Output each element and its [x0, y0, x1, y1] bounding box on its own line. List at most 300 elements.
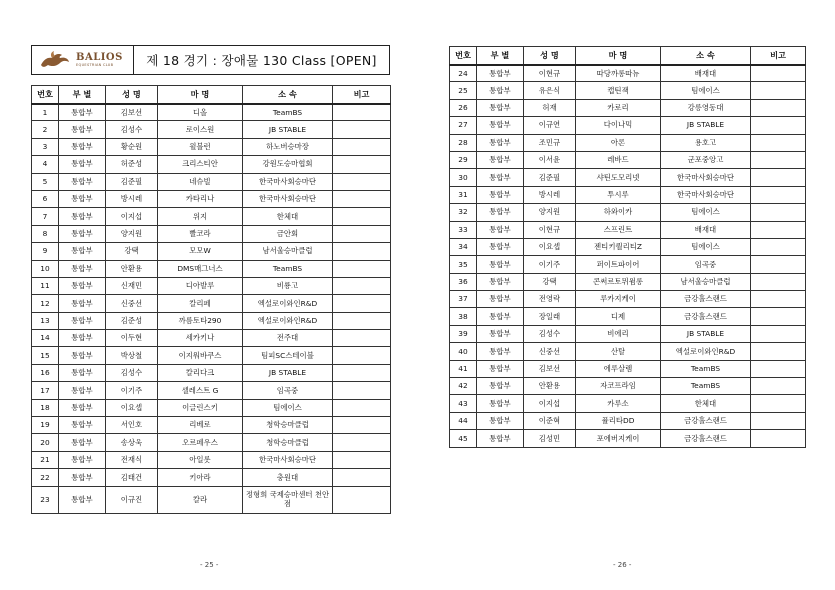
horse-name: 이지워바쿠스 — [158, 347, 243, 364]
table-row — [450, 151, 806, 168]
entry-number: 28 — [450, 134, 477, 151]
club-name: 한국마사회승마단 — [243, 190, 333, 207]
note — [751, 186, 806, 203]
note — [751, 291, 806, 308]
table-row — [450, 134, 806, 151]
entry-number: 3 — [32, 138, 59, 155]
club-name: TeamBS — [661, 378, 751, 395]
horse-name: 퍼이트파이어 — [576, 256, 661, 273]
division: 통합부 — [477, 99, 524, 116]
division: 통합부 — [59, 469, 106, 486]
rider-name: 양지원 — [106, 225, 158, 242]
horse-name: 디올 — [158, 104, 243, 121]
logo-subtitle: EQUESTRIAN CLUB — [76, 62, 114, 67]
horse-name: 따당까롱따뉴 — [576, 65, 661, 82]
entry-number: 30 — [450, 169, 477, 186]
table-row — [32, 190, 391, 207]
horse-name: 산탈 — [576, 343, 661, 360]
horse-name: 하와이카 — [576, 204, 661, 221]
entry-number: 37 — [450, 291, 477, 308]
note — [333, 225, 391, 242]
rider-name: 김성수 — [524, 325, 576, 342]
entry-number: 20 — [32, 434, 59, 451]
horse-name: 캡틴잭 — [576, 82, 661, 99]
entry-number: 23 — [32, 486, 59, 513]
division: 통합부 — [59, 451, 106, 468]
horse-logo-icon — [38, 50, 72, 70]
division: 통합부 — [477, 273, 524, 290]
note — [333, 364, 391, 381]
rider-name: 이지섭 — [106, 208, 158, 225]
club-name: 전주대 — [243, 330, 333, 347]
table-row — [32, 486, 391, 513]
division: 통합부 — [477, 291, 524, 308]
table-row — [32, 104, 391, 121]
note — [751, 308, 806, 325]
club-name: 팀에이스 — [243, 399, 333, 416]
division: 통합부 — [477, 430, 524, 447]
entry-number: 11 — [32, 277, 59, 294]
entry-number: 19 — [32, 417, 59, 434]
entry-number: 31 — [450, 186, 477, 203]
rider-name: 이준혁 — [524, 412, 576, 429]
rider-name: 김보선 — [524, 360, 576, 377]
column-header: 부 별 — [59, 86, 106, 104]
horse-name: 루카지케이 — [576, 291, 661, 308]
left-page — [0, 0, 417, 590]
note — [751, 117, 806, 134]
table-row — [450, 256, 806, 273]
entry-number: 25 — [450, 82, 477, 99]
rider-name: 장일래 — [524, 308, 576, 325]
rider-name: 송상욱 — [106, 434, 158, 451]
horse-name: 빨코라 — [158, 225, 243, 242]
table-row — [450, 325, 806, 342]
rider-name: 신재민 — [106, 277, 158, 294]
rider-name: 이현규 — [524, 221, 576, 238]
division: 통합부 — [477, 378, 524, 395]
note — [751, 238, 806, 255]
division: 통합부 — [59, 260, 106, 277]
column-header: 성 명 — [524, 47, 576, 65]
note — [333, 382, 391, 399]
entry-number: 14 — [32, 330, 59, 347]
club-name: 팀에이스 — [661, 204, 751, 221]
table-row — [450, 430, 806, 447]
rider-name: 이규연 — [524, 117, 576, 134]
rider-name: 황순원 — [106, 138, 158, 155]
club-name: 강원도승마협회 — [243, 156, 333, 173]
rider-name: 이현규 — [524, 65, 576, 82]
club-name: 팀에이스 — [661, 82, 751, 99]
entry-number: 7 — [32, 208, 59, 225]
division: 통합부 — [59, 104, 106, 121]
note — [751, 169, 806, 186]
logo-brand: BALIOS — [76, 51, 123, 63]
division: 통합부 — [477, 117, 524, 134]
table-row — [32, 156, 391, 173]
club-name: 한국마사회승마단 — [243, 173, 333, 190]
club-name: JB STABLE — [661, 117, 751, 134]
rider-name: 이기주 — [524, 256, 576, 273]
table-row — [450, 273, 806, 290]
rider-name: 신중선 — [106, 295, 158, 312]
rider-name: 이요셉 — [524, 238, 576, 255]
club-name: 군포중앙고 — [661, 151, 751, 168]
table-row — [450, 221, 806, 238]
note — [751, 256, 806, 273]
column-header: 비고 — [751, 47, 806, 65]
note — [751, 134, 806, 151]
note — [333, 330, 391, 347]
note — [333, 104, 391, 121]
division: 통합부 — [59, 225, 106, 242]
note — [333, 138, 391, 155]
horse-name: 샤틴도모리넷 — [576, 169, 661, 186]
division: 통합부 — [59, 138, 106, 155]
note — [333, 434, 391, 451]
division: 통합부 — [59, 208, 106, 225]
division: 통합부 — [59, 243, 106, 260]
entry-number: 45 — [450, 430, 477, 447]
club-name: 금안회 — [243, 225, 333, 242]
note — [333, 156, 391, 173]
column-header: 비고 — [333, 86, 391, 104]
entry-number: 4 — [32, 156, 59, 173]
entry-number: 12 — [32, 295, 59, 312]
club-logo — [32, 46, 134, 74]
note — [333, 469, 391, 486]
club-name: 정형희 국제승마센터 천안점 — [243, 486, 333, 513]
note — [751, 204, 806, 221]
entry-number: 24 — [450, 65, 477, 82]
club-name: 배재대 — [661, 65, 751, 82]
entry-number: 21 — [32, 451, 59, 468]
horse-name: 로이스원 — [158, 121, 243, 138]
horse-name: 아일롯 — [158, 451, 243, 468]
note — [333, 243, 391, 260]
table-row — [450, 238, 806, 255]
note — [333, 208, 391, 225]
entry-number: 43 — [450, 395, 477, 412]
entry-number: 13 — [32, 312, 59, 329]
division: 통합부 — [59, 330, 106, 347]
note — [751, 430, 806, 447]
entry-number: 22 — [32, 469, 59, 486]
horse-name: 디제 — [576, 308, 661, 325]
horse-name: 크리스티안 — [158, 156, 243, 173]
table-row — [32, 399, 391, 416]
horse-name: DMS매그너스 — [158, 260, 243, 277]
table-row — [450, 360, 806, 377]
club-name: JB STABLE — [661, 325, 751, 342]
division: 통합부 — [59, 121, 106, 138]
column-header: 번호 — [32, 86, 59, 104]
entry-number: 26 — [450, 99, 477, 116]
table-row — [450, 412, 806, 429]
division: 통합부 — [59, 156, 106, 173]
table-row — [450, 99, 806, 116]
table-row — [32, 312, 391, 329]
entry-number: 17 — [32, 382, 59, 399]
club-name: 비룡고 — [243, 277, 333, 294]
note — [333, 277, 391, 294]
table-row — [450, 65, 806, 82]
note — [751, 273, 806, 290]
note — [751, 412, 806, 429]
entry-number: 35 — [450, 256, 477, 273]
column-header: 번호 — [450, 47, 477, 65]
note — [751, 82, 806, 99]
note — [751, 221, 806, 238]
rider-name: 박상철 — [106, 347, 158, 364]
table-row — [32, 469, 391, 486]
column-header: 소 속 — [661, 47, 751, 65]
entry-number: 42 — [450, 378, 477, 395]
table-row — [32, 277, 391, 294]
entry-table-left — [31, 85, 391, 514]
club-name: 임곡중 — [243, 382, 333, 399]
note — [333, 260, 391, 277]
club-name: 배재대 — [661, 221, 751, 238]
club-name: 금강홀스랜드 — [661, 430, 751, 447]
entry-number: 34 — [450, 238, 477, 255]
table-row — [32, 225, 391, 242]
table-row — [32, 243, 391, 260]
rider-name: 전영락 — [524, 291, 576, 308]
rider-name: 김준필 — [524, 169, 576, 186]
entry-number: 1 — [32, 104, 59, 121]
table-row — [32, 208, 391, 225]
horse-name: 콘써르토뮈윔롱 — [576, 273, 661, 290]
division: 통합부 — [477, 134, 524, 151]
entry-number: 5 — [32, 173, 59, 190]
club-name: TeamBS — [661, 360, 751, 377]
horse-name: 키아라 — [158, 469, 243, 486]
entry-number: 36 — [450, 273, 477, 290]
table-row — [32, 121, 391, 138]
horse-name: 셀레스트 G — [158, 382, 243, 399]
table-row — [32, 434, 391, 451]
column-header: 성 명 — [106, 86, 158, 104]
column-header: 마 명 — [576, 47, 661, 65]
club-name: 강릉영동대 — [661, 99, 751, 116]
entry-number: 9 — [32, 243, 59, 260]
horse-name: 까름토타290 — [158, 312, 243, 329]
horse-name: 카로리 — [576, 99, 661, 116]
note — [333, 121, 391, 138]
note — [751, 325, 806, 342]
note — [333, 486, 391, 513]
entry-number: 40 — [450, 343, 477, 360]
table-row — [32, 382, 391, 399]
note — [751, 378, 806, 395]
table-row — [450, 395, 806, 412]
table-row — [450, 82, 806, 99]
note — [333, 312, 391, 329]
club-name: 팀피SC스테이블 — [243, 347, 333, 364]
division: 통합부 — [59, 486, 106, 513]
rider-name: 방시레 — [524, 186, 576, 203]
entry-number: 39 — [450, 325, 477, 342]
note — [751, 343, 806, 360]
horse-name: 세카키나 — [158, 330, 243, 347]
rider-name: 신중선 — [524, 343, 576, 360]
division: 통합부 — [477, 412, 524, 429]
club-name: 팀에이스 — [661, 238, 751, 255]
rider-name: 강택 — [106, 243, 158, 260]
horse-name: 레바드 — [576, 151, 661, 168]
table-row — [450, 343, 806, 360]
table-row — [32, 138, 391, 155]
club-name: 청학승마클럽 — [243, 417, 333, 434]
club-name: 한국마사회승마단 — [243, 451, 333, 468]
horse-name: 포에버지케이 — [576, 430, 661, 447]
horse-name: 투시루 — [576, 186, 661, 203]
club-name: 금강홀스랜드 — [661, 291, 751, 308]
rider-name: 전재식 — [106, 451, 158, 468]
page-number-left: - 25 - — [200, 561, 219, 569]
table-row — [32, 173, 391, 190]
rider-name: 방시레 — [106, 190, 158, 207]
note — [333, 399, 391, 416]
club-name: 용호고 — [661, 134, 751, 151]
note — [333, 190, 391, 207]
horse-name: 카타리나 — [158, 190, 243, 207]
division: 통합부 — [477, 82, 524, 99]
club-name: 남서울승마클럽 — [243, 243, 333, 260]
rider-name: 김성수 — [106, 364, 158, 381]
division: 통합부 — [59, 399, 106, 416]
rider-name: 김보선 — [106, 104, 158, 121]
rider-name: 이요셉 — [106, 399, 158, 416]
entry-number: 27 — [450, 117, 477, 134]
table-row — [32, 451, 391, 468]
entry-number: 10 — [32, 260, 59, 277]
entry-table-right — [449, 46, 806, 448]
horse-name: 퓰리타DD — [576, 412, 661, 429]
page-number-right: - 26 - — [613, 561, 632, 569]
note — [333, 295, 391, 312]
note — [333, 347, 391, 364]
horse-name: 카루소 — [576, 395, 661, 412]
horse-name: 칼리페 — [158, 295, 243, 312]
rider-name: 허재 — [524, 99, 576, 116]
division: 통합부 — [477, 360, 524, 377]
horse-name: 디아발루 — [158, 277, 243, 294]
club-name: 금강홀스랜드 — [661, 308, 751, 325]
event-header — [31, 45, 390, 75]
horse-name: 리베로 — [158, 417, 243, 434]
rider-name: 김태건 — [106, 469, 158, 486]
table-row — [450, 204, 806, 221]
entry-number: 6 — [32, 190, 59, 207]
horse-name: 젠티키퀄리티Z — [576, 238, 661, 255]
table-row — [450, 378, 806, 395]
table-row — [450, 291, 806, 308]
division: 통합부 — [59, 277, 106, 294]
entry-number: 32 — [450, 204, 477, 221]
table-row — [450, 186, 806, 203]
club-name: JB STABLE — [243, 364, 333, 381]
note — [751, 65, 806, 82]
rider-name: 이기주 — [106, 382, 158, 399]
table-row — [32, 260, 391, 277]
note — [333, 417, 391, 434]
entry-number: 38 — [450, 308, 477, 325]
note — [751, 360, 806, 377]
division: 통합부 — [59, 190, 106, 207]
horse-name: 네슈빌 — [158, 173, 243, 190]
column-header: 마 명 — [158, 86, 243, 104]
club-name: 엑설로이와인R&D — [243, 312, 333, 329]
division: 통합부 — [59, 364, 106, 381]
club-name: 임곡중 — [661, 256, 751, 273]
division: 통합부 — [477, 308, 524, 325]
entry-number: 2 — [32, 121, 59, 138]
horse-name: 오르페우스 — [158, 434, 243, 451]
rider-name: 서인호 — [106, 417, 158, 434]
horse-name: 다이나믹 — [576, 117, 661, 134]
club-name: JB STABLE — [243, 121, 333, 138]
division: 통합부 — [477, 221, 524, 238]
club-name: TeamBS — [243, 104, 333, 121]
club-name: 한체대 — [661, 395, 751, 412]
horse-name: 윌블런 — [158, 138, 243, 155]
horse-name: 에루살렘 — [576, 360, 661, 377]
table-row — [32, 364, 391, 381]
rider-name: 이서윤 — [524, 151, 576, 168]
rider-name: 양지원 — [524, 204, 576, 221]
entry-number: 33 — [450, 221, 477, 238]
club-name: 하노버승마장 — [243, 138, 333, 155]
division: 통합부 — [477, 238, 524, 255]
club-name: 엑설로이와인R&D — [243, 295, 333, 312]
rider-name: 허준성 — [106, 156, 158, 173]
division: 통합부 — [59, 434, 106, 451]
club-name: 남서울승마클럽 — [661, 273, 751, 290]
division: 통합부 — [477, 204, 524, 221]
rider-name: 이지섭 — [524, 395, 576, 412]
division: 통합부 — [59, 295, 106, 312]
rider-name: 안환용 — [524, 378, 576, 395]
column-header: 소 속 — [243, 86, 333, 104]
rider-name: 안환용 — [106, 260, 158, 277]
rider-name: 김준필 — [106, 173, 158, 190]
note — [333, 451, 391, 468]
rider-name: 김성민 — [524, 430, 576, 447]
division: 통합부 — [477, 343, 524, 360]
entry-number: 41 — [450, 360, 477, 377]
horse-name: 비에리 — [576, 325, 661, 342]
table-row — [32, 347, 391, 364]
horse-name: 칼라 — [158, 486, 243, 513]
horse-name: 모모W — [158, 243, 243, 260]
horse-name: 스프린트 — [576, 221, 661, 238]
club-name: TeamBS — [243, 260, 333, 277]
rider-name: 유은식 — [524, 82, 576, 99]
note — [333, 173, 391, 190]
rider-name: 김성수 — [106, 121, 158, 138]
entry-number: 8 — [32, 225, 59, 242]
horse-name: 이글린스키 — [158, 399, 243, 416]
note — [751, 151, 806, 168]
division: 통합부 — [477, 65, 524, 82]
division: 통합부 — [59, 417, 106, 434]
entry-number: 29 — [450, 151, 477, 168]
column-header: 부 별 — [477, 47, 524, 65]
division: 통합부 — [59, 382, 106, 399]
